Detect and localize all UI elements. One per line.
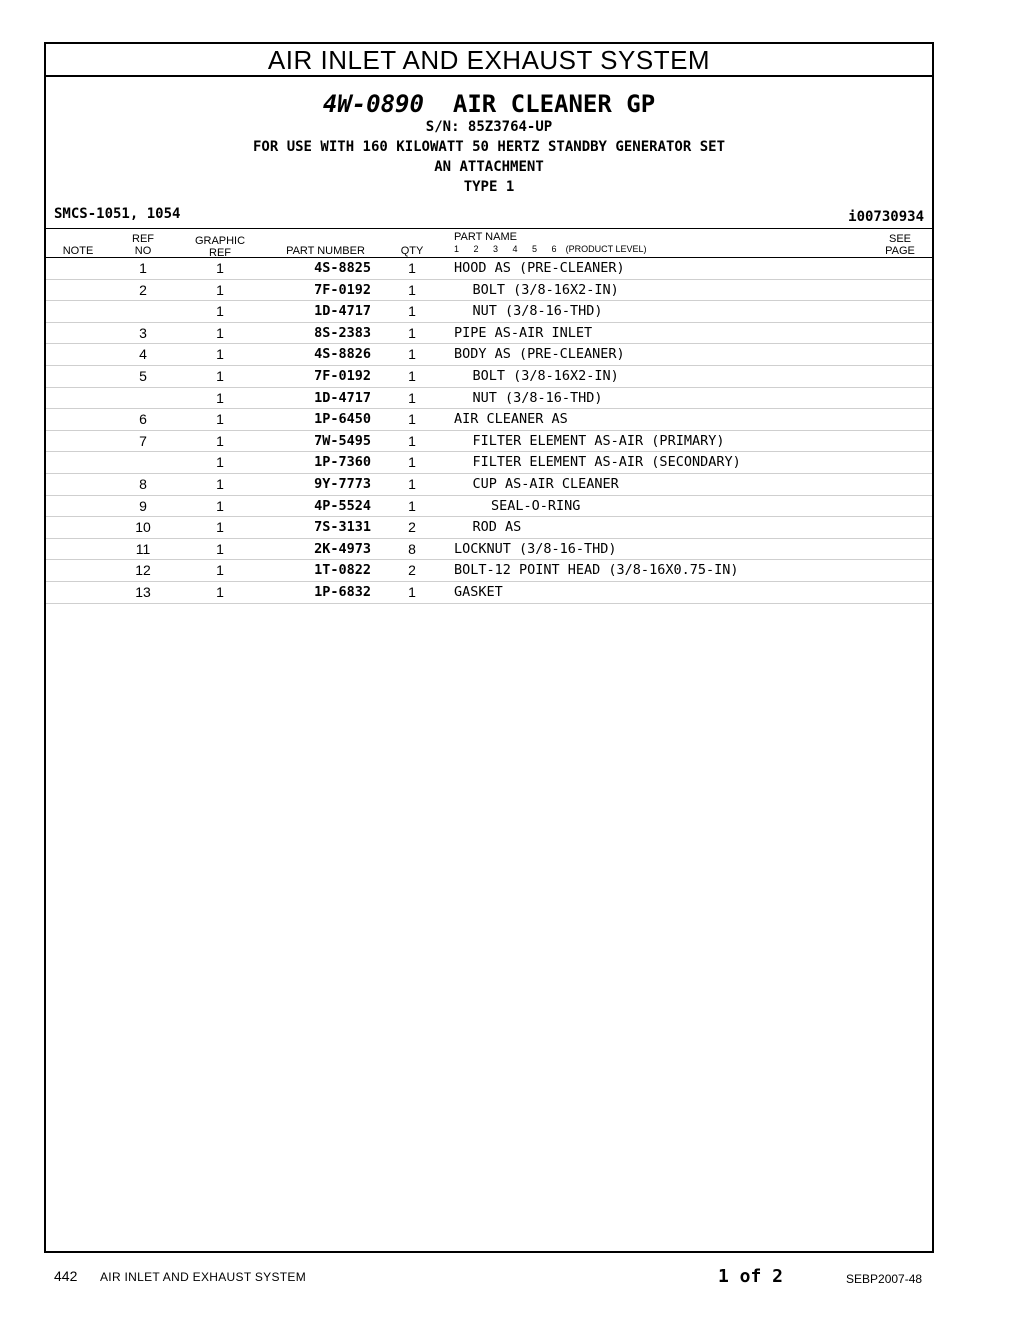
- group-name: AIR CLEANER GP: [452, 90, 656, 118]
- part-number: 1T-0822: [314, 562, 371, 579]
- ref-number: 10: [135, 519, 151, 536]
- ref-number: 2: [139, 281, 147, 298]
- graphic-ref: 1: [216, 324, 224, 341]
- graphic-ref: 1: [216, 281, 224, 298]
- graphic-ref: 1: [216, 584, 224, 600]
- quantity: 1: [408, 389, 416, 406]
- ref-number: 1: [139, 260, 147, 276]
- table-row: [46, 474, 932, 496]
- usage-note: FOR USE WITH 160 KILOWATT 50 HERTZ STANDBY GENERATOR SET: [252, 139, 725, 155]
- ref-number: 11: [135, 540, 151, 557]
- quantity: 1: [408, 411, 416, 428]
- part-number: 2K-4973: [314, 540, 371, 557]
- col-levels: 1 2 3 4 5 6: [454, 244, 563, 254]
- part-number: 7S-3131: [314, 519, 371, 536]
- group-part-number: 4W-0890: [322, 90, 424, 118]
- part-name: BOLT-12 POINT HEAD (3/8-16X0.75-IN): [454, 562, 739, 579]
- type-note: TYPE 1: [463, 179, 515, 195]
- smcs-codes: SMCS-1051, 1054: [54, 206, 181, 222]
- table-row: [46, 452, 932, 474]
- col-ref-top: REF: [132, 233, 154, 245]
- graphic-ref: 1: [216, 540, 224, 557]
- part-name: CUP AS-AIR CLEANER: [472, 476, 619, 492]
- ref-number: 3: [139, 324, 147, 341]
- part-name: ROD AS: [472, 519, 522, 536]
- col-graphic-top: GRAPHIC: [194, 235, 246, 247]
- part-name: BOLT (3/8-16X2-IN): [472, 368, 619, 384]
- part-number: 9Y-7773: [314, 476, 371, 492]
- quantity: 8: [408, 540, 416, 557]
- quantity: 1: [408, 260, 416, 276]
- col-see-top: SEE: [888, 233, 911, 245]
- table-row: [46, 344, 932, 366]
- header-divider: [46, 228, 932, 229]
- part-name: SEAL-O-RING: [491, 497, 581, 514]
- footer-page-of: 1 of 2: [718, 1266, 784, 1287]
- part-name: NUT (3/8-16-THD): [472, 389, 603, 406]
- quantity: 1: [408, 584, 416, 600]
- part-number: 1P-6450: [314, 411, 371, 428]
- illustration-id: i00730934: [848, 209, 924, 225]
- col-part-name-label: PART NAME: [454, 231, 517, 243]
- quantity: 1: [408, 476, 416, 492]
- graphic-ref: 1: [216, 303, 224, 320]
- part-name: AIR CLEANER AS: [454, 411, 568, 428]
- col-qty: QTY: [400, 245, 424, 257]
- col-part-number: PART NUMBER: [286, 245, 365, 257]
- col-graphic-ref: [188, 235, 252, 259]
- graphic-ref: 1: [216, 432, 224, 449]
- graphic-ref: 1: [216, 260, 224, 276]
- part-number: 8S-2383: [314, 324, 371, 341]
- footer-document-id: SEBP2007-48: [846, 1272, 923, 1286]
- col-ref-bottom: NO: [134, 245, 152, 257]
- table-row: [46, 582, 932, 604]
- col-ref: [126, 233, 160, 257]
- part-name: PIPE AS-AIR INLET: [454, 324, 593, 341]
- col-see-bottom: PAGE: [885, 245, 915, 257]
- col-part-name: [454, 231, 646, 255]
- part-number: 7F-0192: [314, 368, 371, 384]
- quantity: 1: [408, 281, 416, 298]
- quantity: 1: [408, 346, 416, 363]
- graphic-ref: 1: [216, 476, 224, 492]
- part-name: LOCKNUT (3/8-16-THD): [454, 540, 617, 557]
- part-name: FILTER ELEMENT AS-AIR (PRIMARY): [472, 432, 725, 449]
- graphic-ref: 1: [216, 562, 224, 579]
- part-number: 4S-8825: [314, 260, 371, 276]
- quantity: 1: [408, 454, 416, 471]
- ref-number: 7: [139, 432, 147, 449]
- graphic-ref: 1: [216, 454, 224, 471]
- serial-number: S/N: 85Z3764-UP: [425, 119, 553, 135]
- table-row: [46, 301, 932, 323]
- col-graphic-bottom: REF: [209, 247, 231, 259]
- table-row: [46, 431, 932, 453]
- table-row: [46, 366, 932, 388]
- part-name: NUT (3/8-16-THD): [472, 303, 603, 320]
- part-number: 1P-6832: [314, 584, 371, 600]
- part-number: 4S-8826: [314, 346, 371, 363]
- quantity: 1: [408, 303, 416, 320]
- ref-number: 13: [135, 584, 151, 600]
- table-row: [46, 539, 932, 561]
- graphic-ref: 1: [216, 497, 224, 514]
- ref-number: 8: [139, 476, 147, 492]
- part-number: 7F-0192: [314, 281, 371, 298]
- table-row: [46, 388, 932, 410]
- part-name: BOLT (3/8-16X2-IN): [472, 281, 619, 298]
- ref-number: 6: [139, 411, 147, 428]
- ref-number: 9: [139, 497, 147, 514]
- table-row: [46, 280, 932, 302]
- col-product-level: (PRODUCT LEVEL): [565, 244, 647, 254]
- quantity: 1: [408, 368, 416, 384]
- part-number: 7W-5495: [314, 432, 371, 449]
- part-name: FILTER ELEMENT AS-AIR (SECONDARY): [472, 454, 741, 471]
- table-row: [46, 496, 932, 518]
- footer-page-number: 442: [54, 1268, 78, 1284]
- parts-page-frame: [44, 42, 934, 1253]
- part-number: 4P-5524: [314, 497, 371, 514]
- col-see-page: [876, 233, 924, 257]
- quantity: 1: [408, 432, 416, 449]
- ref-number: 4: [139, 346, 147, 363]
- col-note: NOTE: [62, 245, 94, 257]
- graphic-ref: 1: [216, 368, 224, 384]
- quantity: 1: [408, 497, 416, 514]
- part-number: 1D-4717: [314, 303, 371, 320]
- part-number: 1P-7360: [314, 454, 371, 471]
- section-title: AIR INLET AND EXHAUST SYSTEM: [46, 44, 932, 77]
- table-row: [46, 323, 932, 345]
- table-row: [46, 409, 932, 431]
- graphic-ref: 1: [216, 519, 224, 536]
- quantity: 2: [408, 519, 416, 536]
- part-name: BODY AS (PRE-CLEANER): [454, 346, 625, 363]
- part-number: 1D-4717: [314, 389, 371, 406]
- graphic-ref: 1: [216, 389, 224, 406]
- footer-section-title: AIR INLET AND EXHAUST SYSTEM: [100, 1270, 307, 1284]
- table-row: [46, 560, 932, 582]
- table-row: [46, 258, 932, 280]
- ref-number: 5: [139, 368, 147, 384]
- part-name: GASKET: [454, 584, 503, 600]
- graphic-ref: 1: [216, 346, 224, 363]
- graphic-ref: 1: [216, 411, 224, 428]
- quantity: 1: [408, 324, 416, 341]
- quantity: 2: [408, 562, 416, 579]
- ref-number: 12: [135, 562, 151, 579]
- attachment-note: AN ATTACHMENT: [434, 159, 544, 175]
- part-name: HOOD AS (PRE-CLEANER): [454, 260, 625, 276]
- table-row: [46, 517, 932, 539]
- group-heading: [46, 90, 932, 118]
